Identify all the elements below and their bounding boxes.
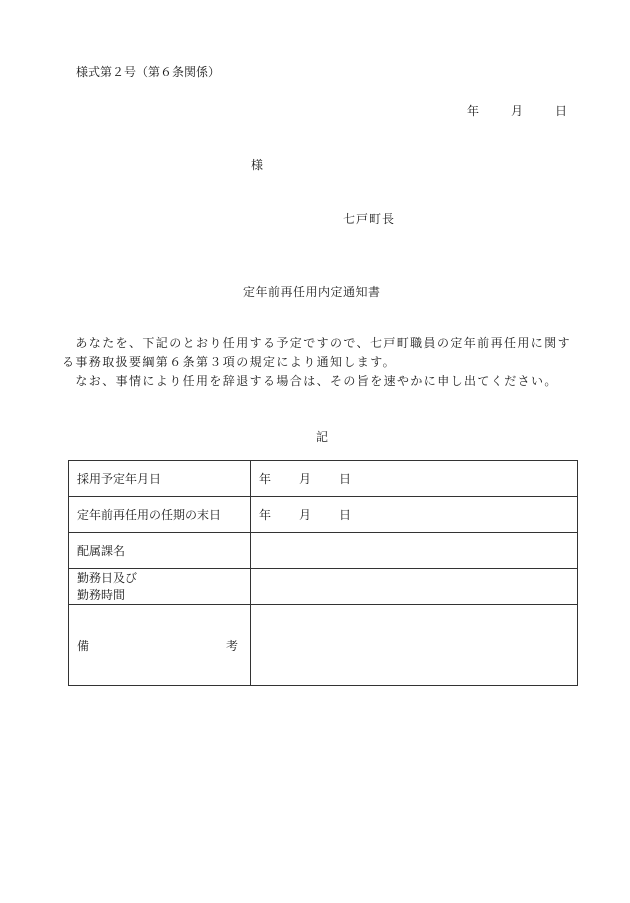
table-row-term-end [69,497,578,533]
date-line [467,102,567,119]
ki-heading: 記 [316,430,329,444]
label-term-end: 定年前再任用の任期の末日 [69,497,251,533]
value-department [251,533,578,569]
value-term-end [251,497,578,533]
date-day-label: 日 [555,104,568,118]
form-number: 様式第２号（第６条関係） [76,65,221,79]
body-paragraph-2: なお、事情により任用を辞退する場合は、その旨を速やかに申し出てください。 [62,374,558,388]
date-month-label: 月 [511,104,524,118]
recipient-suffix: 様 [251,158,264,172]
table-row-start-date [69,461,578,497]
remarks-char-1: 備 [77,638,90,653]
year-label: 年 [259,508,272,522]
document-title: 定年前再任用内定通知書 [243,285,381,299]
remarks-char-2: 考 [225,638,238,653]
month-label: 月 [299,472,312,486]
label-department: 配属課名 [69,533,251,569]
label-work-hours: 勤務時間 [77,587,126,602]
date-year-label: 年 [467,104,480,118]
body-paragraph-1: あなたを、下記のとおり任用する予定ですので、七戸町職員の定年前再任用に関する事務取扱要綱第６条第３項の規定により通知します。 [62,336,571,369]
table-row-work-schedule [69,569,578,605]
month-label: 月 [299,508,312,522]
year-label: 年 [259,472,272,486]
value-work-schedule [251,569,578,605]
issuer: 七戸町長 [343,212,396,226]
label-start-date: 採用予定年月日 [69,461,251,497]
label-work-schedule [69,569,251,605]
day-label: 日 [339,508,352,522]
table-row-remarks [69,605,578,686]
value-remarks [251,605,578,686]
day-label: 日 [339,472,352,486]
value-start-date [251,461,578,497]
label-work-days: 勤務日及び [77,570,138,585]
table-row-department [69,533,578,569]
label-remarks [69,605,251,686]
info-table [68,460,578,686]
